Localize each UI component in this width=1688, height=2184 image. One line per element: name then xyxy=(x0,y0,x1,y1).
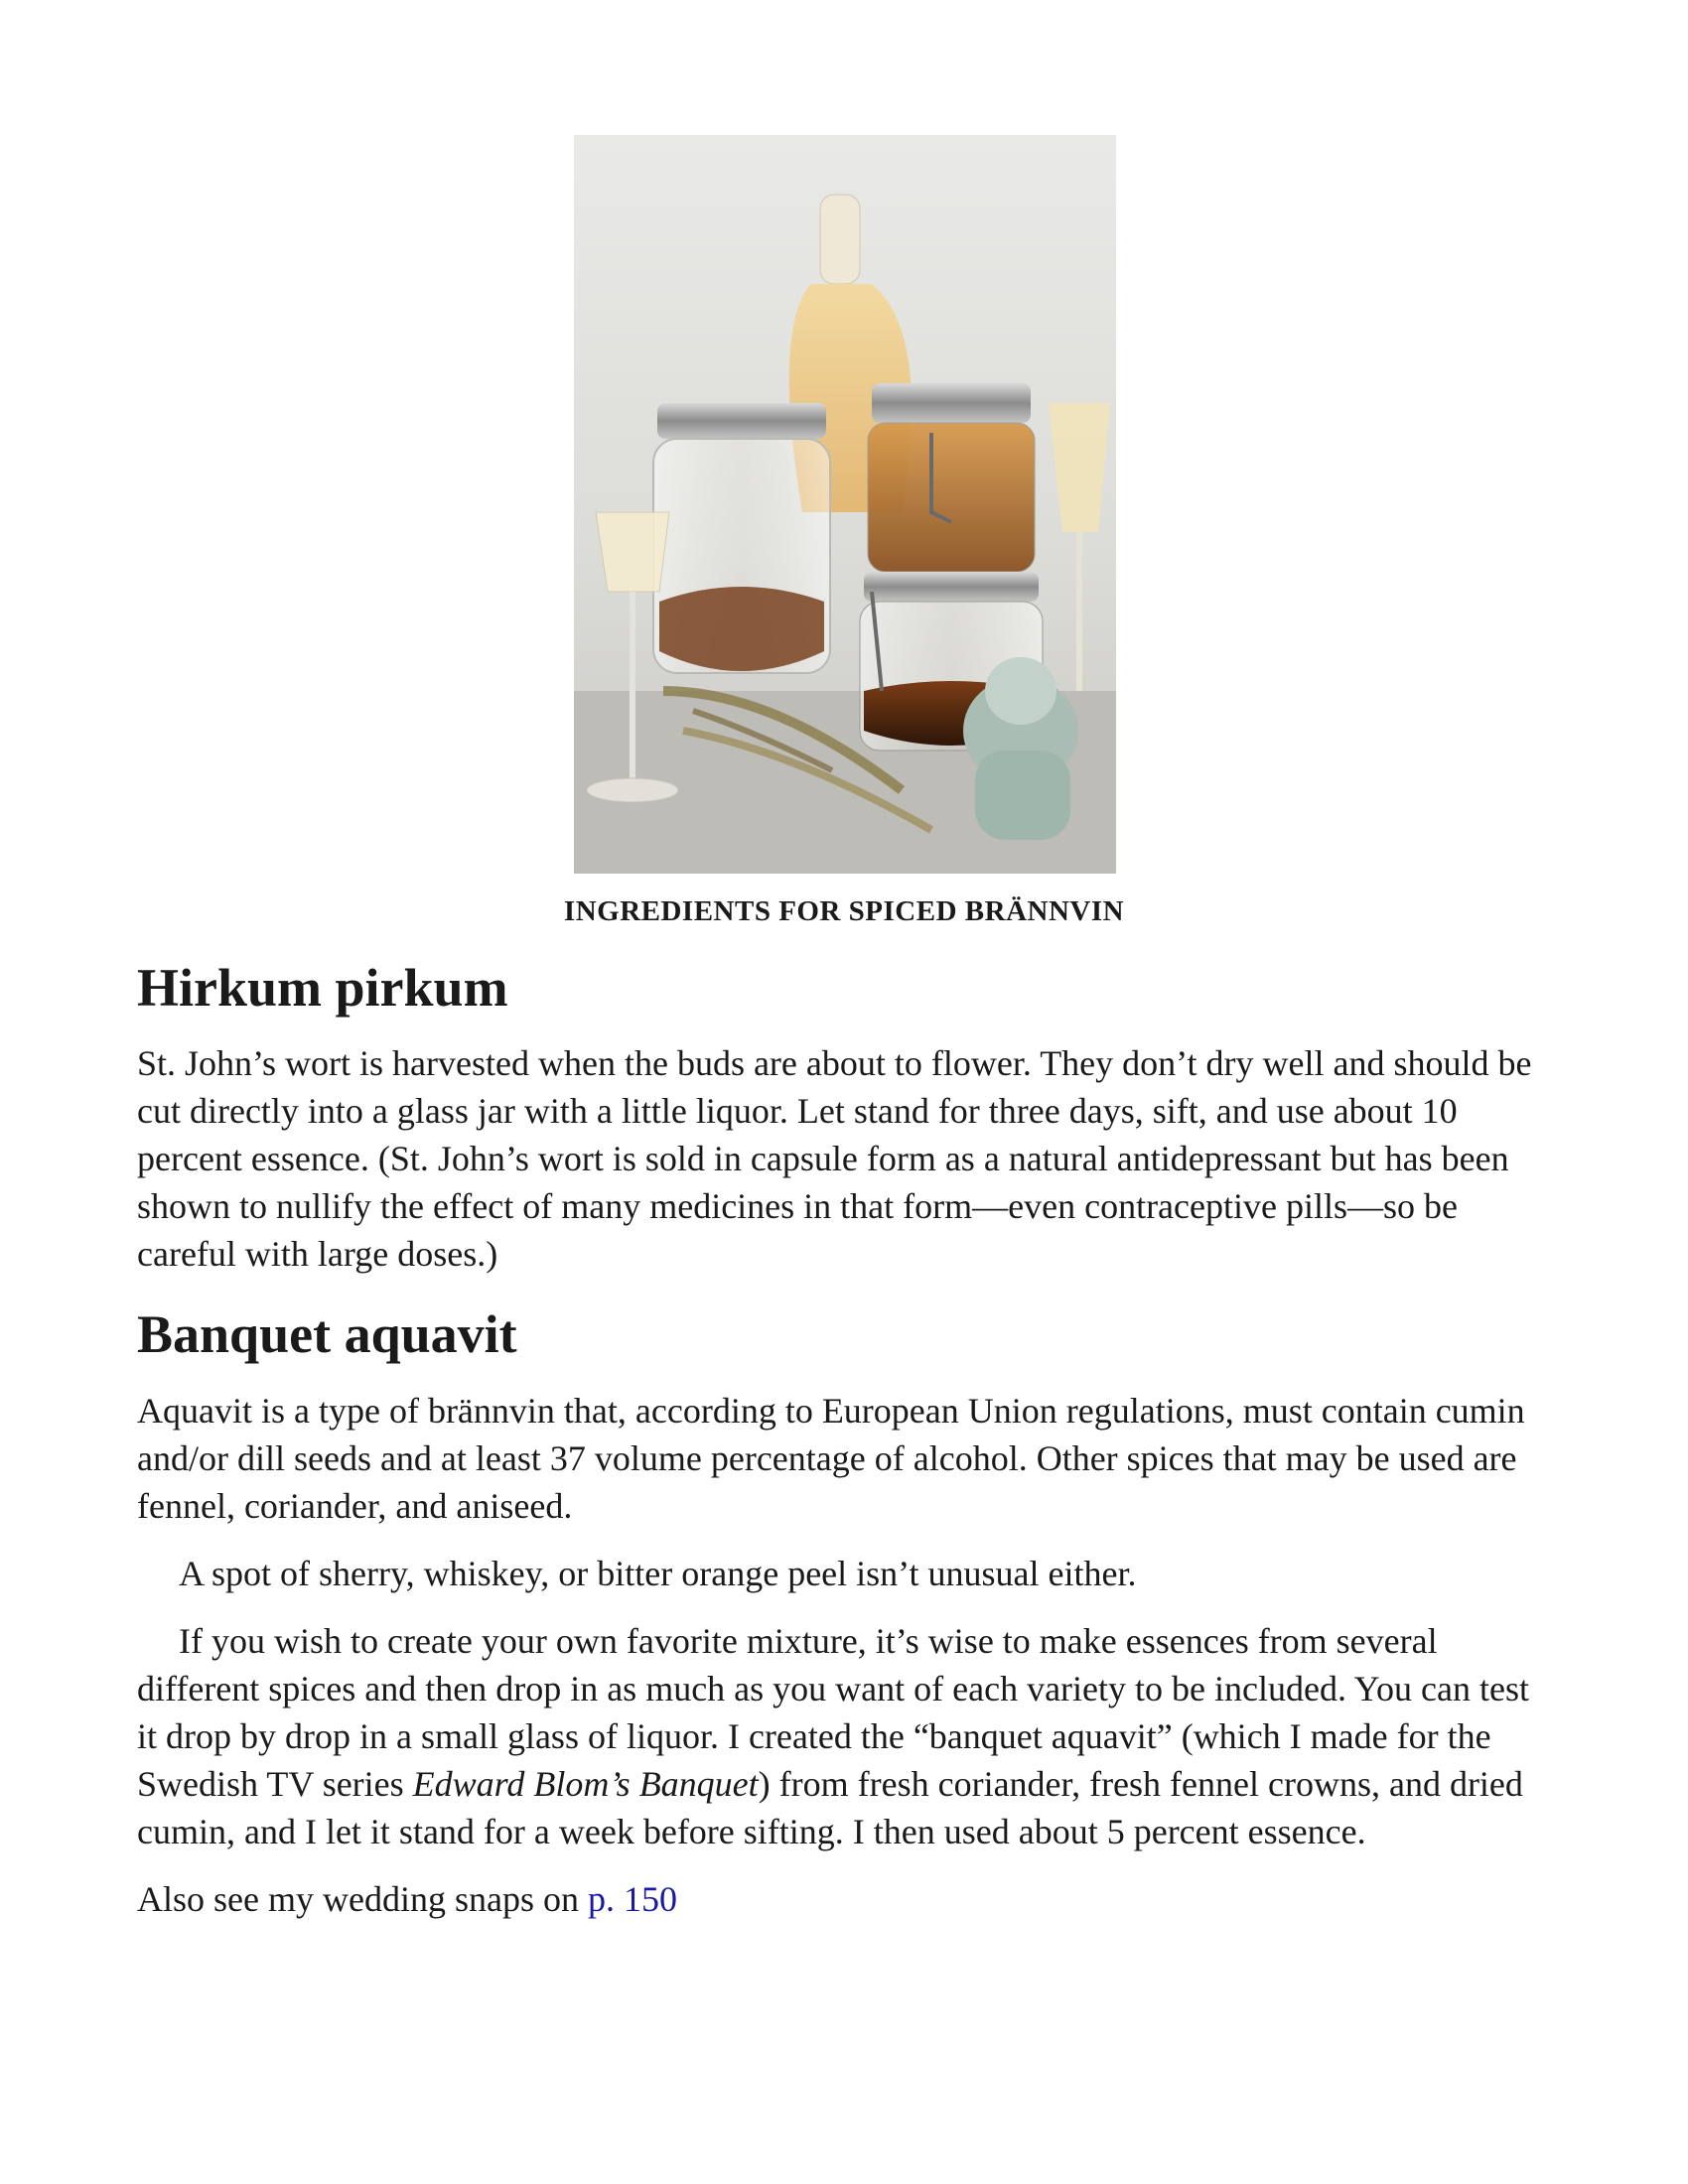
page-reference-link[interactable]: p. 150 xyxy=(587,1878,677,1919)
paragraph-st-johns-wort: St. John’s wort is harvested when the buds are about to flower. They don’t dry well and should be cut directly into a glass jar with a little liquor. Let stand for three days, sift, and use about 10 percent essence. (St. John’s wort is sold in capsule form as a natural antidepressant but has been shown to nullify the effect of many medicines in that form—even contraceptive pills—so be careful with large doses.) xyxy=(137,1043,1532,1275)
figure-caption: INGREDIENTS FOR SPICED BRÄNNVIN xyxy=(563,895,1125,927)
section-heading-hirkum-pirkum: Hirkum pirkum xyxy=(137,958,508,1018)
paragraph-aquavit-definition: Aquavit is a type of brännvin that, according to European Union regulations, must contain cumin and/or dill seeds and at least 37 volume percentage of alcohol. Other spices that may be used are fennel, coriander, and aniseed. xyxy=(137,1390,1525,1526)
mixture-text-end: ) from fresh coriander, fresh fennel crowns, and dried cumin, and I let it stand for a week before sifting. I then used about 5 percent essence. xyxy=(137,1763,1523,1851)
mixture-text-start: If you wish to create your own favorite mixture, it’s wise to make essences from several different spices and then drop in as much as you want of each variety to be included. You can test it drop by drop in a small glass of liquor. I created the “banquet aquavit” (which I made for the Swedish TV series xyxy=(137,1620,1529,1804)
article-body xyxy=(137,959,1557,1943)
paragraph-sherry-whiskey: A spot of sherry, whiskey, or bitter orange peel isn’t unusual either. xyxy=(179,1553,1137,1593)
photo-spiced-brannvin-jars xyxy=(574,135,1116,874)
section-heading-banquet-aquavit: Banquet aquavit xyxy=(137,1304,517,1365)
paragraph-favorite-mixture xyxy=(137,1617,1557,1855)
tv-series-title: Edward Blom’s Banquet xyxy=(412,1763,759,1804)
paragraph-see-also xyxy=(137,1875,1557,1923)
see-also-text: Also see my wedding snaps on xyxy=(137,1878,588,1919)
